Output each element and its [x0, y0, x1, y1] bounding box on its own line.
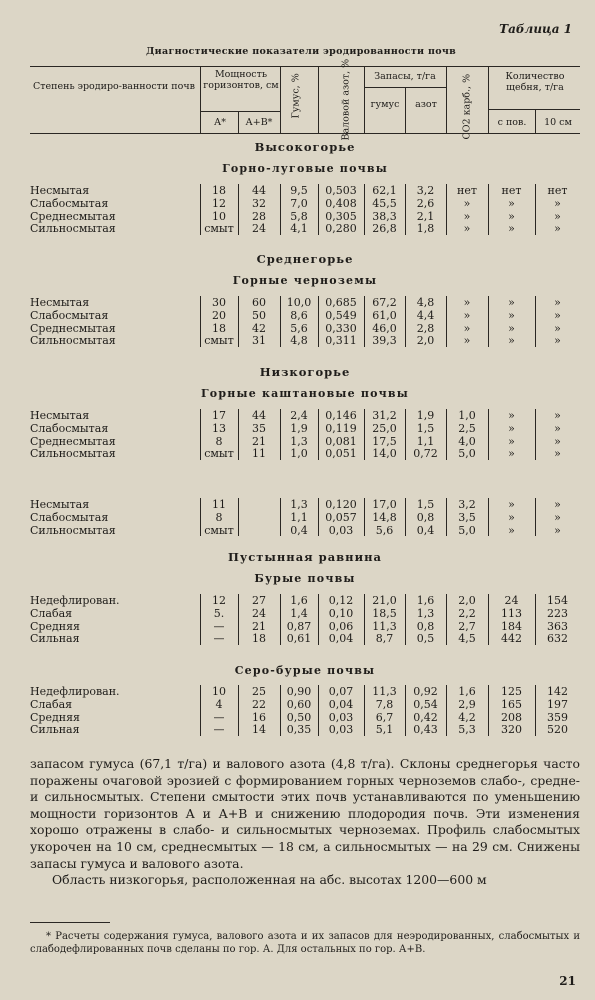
table-cell: нет [457, 184, 477, 197]
table-row [30, 498, 580, 511]
table-cell: 208 [501, 710, 522, 724]
table-cell: 1,3 [290, 434, 308, 448]
table-cell: 1,6 [290, 594, 308, 607]
table-cell: 11 [212, 498, 226, 511]
table-cell: 632 [547, 632, 568, 646]
table-cell: 4,5 [458, 632, 476, 646]
table-cell: 50 [252, 308, 266, 322]
table-row [30, 607, 580, 620]
table-cell: 5,1 [375, 723, 394, 737]
table-cell: 27 [252, 594, 266, 607]
table-cell: 44 [252, 409, 266, 422]
table-cell: 0,8 [416, 510, 435, 524]
row-group [30, 498, 580, 536]
header-a: А* [214, 117, 226, 128]
table-cell: 14,8 [372, 510, 397, 524]
table-cell: 8,6 [290, 308, 308, 322]
table-cell: 2,4 [290, 409, 308, 422]
table-cell: » [554, 196, 561, 210]
table-cell: 67,2 [372, 296, 397, 309]
paragraph: запасом гумуса (67,1 т/га) и валового азота (4,8 т/га). Склоны среднегорья часто поражены очаговой эрозией с формированием горных черноземов слабо-, средне- и сильносмытых. Степени смытости этих почв устанавливаются по уменьшению мощности горизонтов А и А+В и снижению плодородия почв. Эти изменения хорошо отражены в слабо- и сильносмытых черноземах. Профиль слабосмытых укорочен на 10 см, среднесмытых — 18 см, а сильносмытых — на 29 см. Снижены запасы гумуса и валового азота. [30, 756, 580, 871]
table-cell: 1,8 [416, 222, 435, 236]
header-surface: с пов. [497, 117, 527, 128]
table-cell: 18 [212, 321, 226, 335]
table-cell: 0,057 [325, 510, 357, 524]
table-cell: 0,04 [328, 632, 354, 646]
table-cell: 1,9 [290, 421, 308, 435]
table-cell: 0,72 [413, 447, 438, 461]
table-cell: нет [547, 184, 568, 197]
row-label: Недефлирован. [30, 685, 120, 698]
table-row [30, 334, 580, 347]
table-cell: 5,6 [290, 321, 308, 335]
header-gravel: Количество щебня, т/га [505, 71, 565, 93]
table-cell: 20 [212, 308, 226, 322]
header-nitrogen: азот [415, 99, 437, 110]
table-cell: 10 [212, 209, 226, 223]
table-cell: 2,5 [458, 421, 476, 435]
header-nitrogen-pct: Валовой азот, % [340, 58, 352, 141]
table-cell: » [554, 334, 561, 348]
table-row [30, 210, 580, 223]
table-row [30, 511, 580, 524]
table-cell: 125 [501, 685, 522, 698]
table-cell: » [463, 334, 471, 348]
soil-type-title: Горные черноземы [232, 274, 378, 287]
table-cell: 0,07 [328, 685, 354, 698]
table-cell: » [554, 321, 561, 335]
row-label: Несмытая [30, 409, 90, 422]
table-cell: 223 [547, 606, 568, 620]
table-row [30, 322, 580, 335]
table-cell: 4 [215, 697, 223, 711]
table-cell: 1,1 [416, 434, 435, 448]
table-cell: 142 [547, 685, 568, 698]
table-cell: 0,90 [286, 685, 312, 698]
table-cell: » [508, 421, 515, 435]
table-cell: 46,0 [372, 321, 397, 335]
header-ab: А+В* [245, 117, 273, 128]
table-cell: 0,50 [286, 710, 312, 724]
table-cell: смыт [204, 447, 234, 461]
table-cell: смыт [204, 334, 234, 348]
table-cell: 1,6 [416, 594, 435, 607]
table-cell: 21 [252, 434, 266, 448]
table-row [30, 711, 580, 724]
table-cell: » [508, 209, 515, 223]
row-label: Недефлирован. [30, 594, 120, 607]
table-cell: 35 [252, 421, 266, 435]
table-cell: 24 [252, 222, 266, 236]
table-cell: 5,3 [458, 723, 476, 737]
table-cell: нет [501, 184, 522, 197]
table-cell: 2,1 [416, 209, 435, 223]
table-cell: 2,0 [416, 334, 435, 348]
table-cell: 0,43 [413, 723, 438, 737]
table-cell: » [463, 196, 471, 210]
table-cell: 38,3 [372, 209, 397, 223]
table-cell: 0,12 [328, 594, 354, 607]
table-cell: 25 [252, 685, 266, 698]
table-cell: » [463, 209, 471, 223]
row-label: Средняя [30, 710, 80, 724]
table-cell: 0,549 [325, 308, 357, 322]
table-cell: 45,5 [372, 196, 397, 210]
footnote-rule [30, 922, 110, 923]
table-cell: » [554, 523, 561, 537]
row-label: Среднесмытая [30, 321, 116, 335]
table-cell: 11 [252, 447, 266, 461]
table-cell: 6,7 [375, 710, 394, 724]
table-cell: 18 [252, 632, 266, 646]
table-cell: 14 [252, 723, 266, 737]
table-cell: 0,60 [286, 697, 312, 711]
table-row [30, 698, 580, 711]
table-cell: 16 [252, 710, 266, 724]
table-cell: » [508, 196, 515, 210]
body-text [30, 756, 580, 889]
table-cell: 24 [252, 606, 266, 620]
table-cell: 18,5 [372, 606, 397, 620]
table-cell: 4,8 [416, 296, 435, 309]
header-thickness: Мощность горизонтов, см [203, 69, 279, 91]
table-cell: » [508, 308, 515, 322]
table-row [30, 422, 580, 435]
table-cell: 0,03 [328, 523, 354, 537]
table-cell: 61,0 [372, 308, 397, 322]
table-cell: 442 [501, 632, 522, 646]
row-label: Несмытая [30, 296, 90, 309]
table-cell: 0,081 [325, 434, 357, 448]
table-cell: 5,0 [458, 447, 476, 461]
row-label: Слабая [30, 606, 73, 620]
row-label: Средняя [30, 619, 80, 633]
row-label: Сильносмытая [30, 447, 116, 461]
table-cell: 1,1 [290, 510, 308, 524]
table-cell: 0,06 [328, 619, 354, 633]
table-cell: 39,3 [372, 334, 397, 348]
row-label: Среднесмытая [30, 434, 116, 448]
header-10cm: 10 см [544, 117, 572, 128]
table-cell: 4,4 [416, 308, 435, 322]
table-cell: 2,7 [458, 619, 476, 633]
table-cell: 14,0 [372, 447, 397, 461]
table-cell: 44 [252, 184, 266, 197]
table-cell: 5,8 [290, 209, 308, 223]
table-cell: 42 [252, 321, 266, 335]
soil-type-title: Горно-луговые почвы [222, 162, 388, 175]
table-cell: » [554, 409, 561, 422]
zone-title: Низкогорье [259, 365, 351, 379]
table-cell: 4,8 [290, 334, 308, 348]
header-co2: CO2 карб., % [461, 73, 473, 140]
table-cell: — [213, 710, 225, 724]
table-cell: » [508, 321, 515, 335]
table-cell: 28 [252, 209, 266, 223]
table-cell: 21 [252, 619, 266, 633]
table-row [30, 620, 580, 633]
table-cell: » [463, 296, 471, 309]
table-cell: » [554, 296, 561, 309]
table-cell: » [554, 434, 561, 448]
table-cell: 32 [252, 196, 266, 210]
footnote: * Расчеты содержания гумуса, валового азота и их запасов для неэродированных, слабосмытых и слабодефлированных почв сделаны по гор. А. Для остальных по гор. А+В. [30, 931, 580, 955]
table-header [30, 58, 580, 141]
soil-type-title: Горные каштановые почвы [201, 387, 409, 400]
soil-type-title: Серо-бурые почвы [234, 664, 376, 677]
table-cell: » [554, 308, 561, 322]
table-cell: 165 [501, 697, 522, 711]
table-cell: 4,1 [290, 222, 308, 236]
header-stocks: Запасы, т/га [374, 71, 436, 82]
table-cell: 5. [213, 606, 225, 620]
table-cell: » [508, 296, 515, 309]
table-cell: 30 [212, 296, 226, 309]
table-cell: » [554, 447, 561, 461]
table-cell: 2,6 [416, 196, 435, 210]
table-cell: 0,5 [416, 632, 435, 646]
paragraph: Область низкогорья, расположенная на абс. высотах 1200—600 м [52, 872, 487, 888]
table-cell: 154 [547, 594, 568, 607]
table-cell: 1,3 [290, 498, 308, 511]
table-cell: 60 [252, 296, 266, 309]
table-row [30, 296, 580, 309]
table-cell: 0,03 [328, 723, 354, 737]
table-cell: 113 [501, 606, 522, 620]
table-cell: 5,0 [458, 523, 476, 537]
table-cell: 11,3 [372, 685, 397, 698]
table-cell: » [508, 447, 515, 461]
table-cell: 17,5 [372, 434, 397, 448]
table-cell: 2,2 [458, 606, 476, 620]
table-cell: » [508, 222, 515, 236]
table-cell: 22 [252, 697, 266, 711]
row-group [30, 409, 580, 460]
row-label: Сильная [30, 723, 80, 737]
table-cell: 3,2 [458, 498, 476, 511]
table-cell: 1,0 [290, 447, 308, 461]
row-label: Среднесмытая [30, 209, 116, 223]
row-group [30, 685, 580, 736]
row-label: Слабосмытая [30, 510, 109, 524]
table-cell: 10,0 [286, 296, 312, 309]
table-row [30, 685, 580, 698]
table-row [30, 409, 580, 422]
row-group [30, 594, 580, 645]
table-cell: 5,6 [375, 523, 394, 537]
table-cell: 184 [501, 619, 522, 633]
table-cell: 18 [212, 184, 226, 197]
row-label: Слабая [30, 697, 73, 711]
table-cell: 8,7 [375, 632, 394, 646]
table-cell: 31,2 [372, 409, 397, 422]
table-cell: » [554, 209, 561, 223]
table-row [30, 184, 580, 197]
row-group [30, 296, 580, 347]
table-row [30, 632, 580, 645]
header-degree: Степень эродиро-ванности почв [33, 81, 195, 92]
header-humus-pct: Гумус, % [290, 73, 302, 119]
table-cell: — [213, 723, 225, 737]
table-cell: 2,0 [458, 594, 476, 607]
table-cell: 0,87 [286, 619, 312, 633]
table-cell: 0,685 [325, 296, 357, 309]
table-cell: 1,4 [290, 606, 308, 620]
table-cell: — [213, 619, 225, 633]
table-cell: 0,311 [325, 334, 357, 348]
table-cell: 24 [504, 594, 519, 607]
table-row [30, 447, 580, 460]
table-title: Диагностические показатели эродированности почв [145, 46, 457, 57]
table-cell: 363 [547, 619, 568, 633]
table-row [30, 435, 580, 448]
table-cell: » [508, 334, 515, 348]
table-cell: 0,051 [325, 447, 357, 461]
table-cell: 13 [212, 421, 226, 435]
table-cell: 2,9 [458, 697, 476, 711]
table-cell: » [508, 498, 515, 511]
table-body [30, 132, 580, 752]
header-humus: гумус [370, 99, 400, 110]
table-cell: 0,330 [325, 321, 357, 335]
table-cell: » [508, 409, 515, 422]
table-cell: » [463, 308, 471, 322]
table-cell: 0,8 [416, 619, 435, 633]
table-cell: 26,8 [372, 222, 397, 236]
table-cell: 197 [547, 697, 568, 711]
table-cell: » [463, 321, 471, 335]
row-label: Слабосмытая [30, 308, 109, 322]
table-cell: 0,503 [325, 184, 357, 197]
table-cell: » [554, 421, 561, 435]
row-label: Несмытая [30, 498, 90, 511]
table-cell: 1,0 [458, 409, 476, 422]
table-cell: 0,408 [325, 196, 357, 210]
row-label: Несмытая [30, 184, 90, 197]
table-row [30, 222, 580, 235]
table-cell: 0,61 [286, 632, 312, 646]
zone-title: Пустынная равнина [228, 550, 382, 564]
table-cell: 0,04 [328, 697, 354, 711]
table-cell: 0,10 [328, 606, 354, 620]
table-cell: 8 [215, 434, 223, 448]
table-row [30, 197, 580, 210]
table-cell: — [213, 632, 225, 646]
table-row [30, 594, 580, 607]
row-label: Слабосмытая [30, 196, 109, 210]
table-cell: 3,5 [458, 510, 476, 524]
table-cell: 1,5 [416, 421, 435, 435]
table-cell: 0,120 [325, 498, 357, 511]
table-cell: 3,2 [416, 184, 435, 197]
table-cell: 8 [215, 510, 223, 524]
row-label: Сильносмытая [30, 222, 116, 236]
table-cell: » [463, 222, 471, 236]
table-cell: 17 [212, 409, 226, 422]
table-cell: 21,0 [372, 594, 397, 607]
soil-type-title: Бурые почвы [254, 572, 356, 585]
table-cell: 0,42 [413, 710, 438, 724]
page-number: 21 [559, 974, 576, 988]
table-cell: 0,4 [290, 523, 308, 537]
table-cell: 7,8 [375, 697, 394, 711]
table-cell: 4,0 [458, 434, 476, 448]
table-cell: 0,305 [325, 209, 357, 223]
table-cell: 7,0 [290, 196, 308, 210]
table-cell: » [508, 510, 515, 524]
table-cell: 1,3 [416, 606, 435, 620]
table-cell: 1,5 [416, 498, 435, 511]
row-label: Слабосмытая [30, 421, 109, 435]
page [22, 12, 580, 992]
table-cell: » [554, 510, 561, 524]
zone-title: Среднегорье [256, 252, 354, 266]
table-row [30, 309, 580, 322]
table-label: Таблица 1 [499, 22, 572, 36]
table-cell: 0,03 [328, 710, 354, 724]
table-cell: » [554, 222, 561, 236]
row-label: Сильносмытая [30, 334, 116, 348]
table-cell: 1,9 [416, 409, 435, 422]
table-cell: 0,4 [416, 523, 435, 537]
table-cell: 2,8 [416, 321, 435, 335]
table-cell: 10 [212, 685, 226, 698]
table-cell: 0,35 [286, 723, 312, 737]
table-cell: 4,2 [458, 710, 476, 724]
table-cell: 11,3 [372, 619, 397, 633]
table-cell: смыт [204, 222, 234, 236]
table-cell: 12 [212, 594, 226, 607]
zone-title: Высокогорье [254, 140, 356, 154]
table-cell: 9,5 [290, 184, 308, 197]
table-cell: 0,54 [413, 697, 438, 711]
table-cell: » [554, 498, 561, 511]
table-cell: 320 [501, 723, 522, 737]
table-cell: 0,146 [325, 409, 357, 422]
table-cell: смыт [204, 523, 234, 537]
table-cell: 25,0 [372, 421, 397, 435]
table-cell: 520 [547, 723, 568, 737]
table-cell: 12 [212, 196, 226, 210]
row-group [30, 184, 580, 235]
table-cell: 0,92 [413, 685, 438, 698]
table-cell: » [508, 434, 515, 448]
table-cell: 0,119 [325, 421, 357, 435]
table-row [30, 524, 580, 537]
table-cell: 359 [547, 710, 568, 724]
row-label: Сильная [30, 632, 80, 646]
row-label: Сильносмытая [30, 523, 116, 537]
table-cell: 17,0 [372, 498, 397, 511]
table-cell: 1,6 [458, 685, 476, 698]
table-row [30, 723, 580, 736]
table-cell: » [508, 523, 515, 537]
table-cell: 0,280 [325, 222, 357, 236]
table-cell: 31 [252, 334, 266, 348]
table-cell: 62,1 [372, 184, 397, 197]
